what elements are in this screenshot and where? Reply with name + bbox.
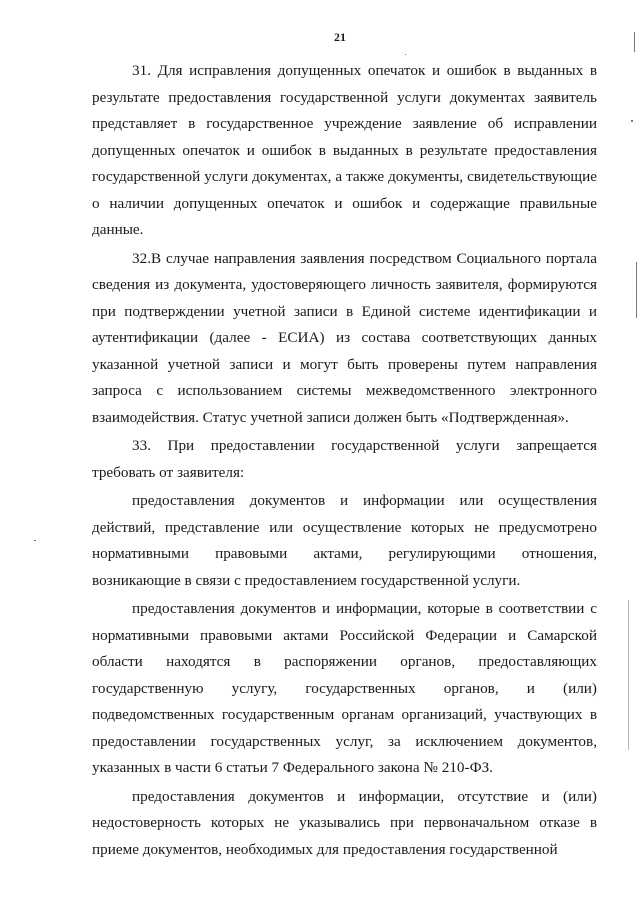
document-body xyxy=(92,58,597,863)
scan-mark-right-dot xyxy=(631,120,633,122)
paragraph-33-item-2: предоставления документов и информации, которые в соответствии с нормативными правовыми актами Российской Федерации и Самарской области находятся в распоряжении органов, предоставляющих государственную услугу, государственных органов, и (или) подведомственных государственным органам организаций, участвующих в предоставлении государственных услуг, за исключением документов, указанных в части 6 статьи 7 Федерального закона № 210-ФЗ. xyxy=(92,600,597,776)
paragraph-33: 33. При предоставлении государственной услуги запрещается требовать от заявителя: xyxy=(92,437,597,481)
paragraph-33-item-1: предоставления документов и информации или осуществления действий, представление или осуществление которых не предусмотрено нормативными правовыми актами, регулирующими отношения, возникающие в связи с предоставлением государственной услуги. xyxy=(92,492,597,589)
scan-mark-top-dot xyxy=(405,54,406,55)
paragraph-33-item-3: предоставления документов и информации, отсутствие и (или) недостоверность которых не указывались при первоначальном отказе в приеме документов, необходимых для предоставления государственной xyxy=(92,787,597,858)
scan-mark-left-dot xyxy=(34,540,36,541)
paragraph-31: 31. Для исправления допущенных опечаток и ошибок в выданных в результате предоставления государственной услуги документах заявитель представляет в государственное учреждение заявление об исправлении допущенных опечаток и ошибок в выданных в результате предоставления государственной услуги документах, а также документы, свидетельствующие о наличии допущенных опечаток и ошибок и содержащие правильные данные. xyxy=(92,62,597,238)
page-number: 21 xyxy=(334,30,346,44)
scan-mark-right-bottom xyxy=(628,600,629,750)
scan-mark-right-line xyxy=(636,262,637,318)
scan-mark-right-top xyxy=(634,32,635,52)
paragraph-32: 32.В случае направления заявления посредством Социального портала сведения из документа, удостоверяющего личность заявителя, формируются при подтверждении учетной записи в Единой системе идентификации и аутентификации (далее - ЕСИА) из состава соответствующих данных указанной учетной записи и могут быть проверены путем направления запроса с использованием системы межведомственного электронного взаимодействия. Статус учетной записи должен быть «Подтвержденная». xyxy=(92,249,597,426)
